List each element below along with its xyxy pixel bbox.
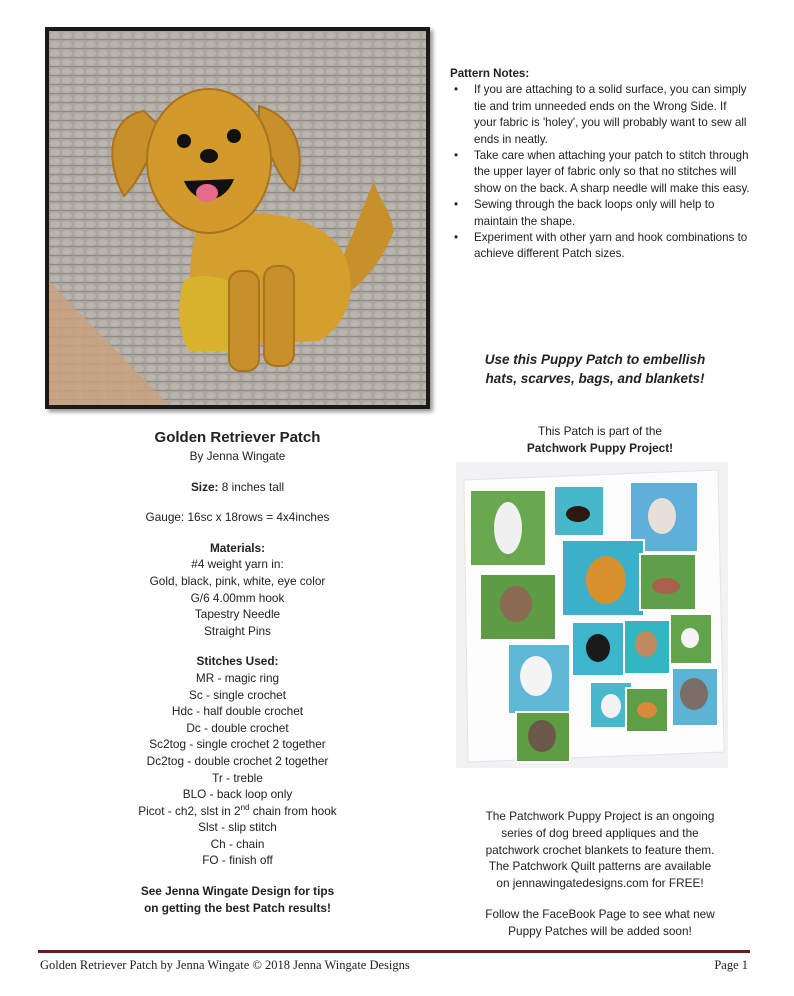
page-footer — [40, 958, 748, 973]
pattern-notes-list — [450, 82, 750, 262]
picot-part-a: Picot - ch2, slst in 2 — [138, 803, 241, 818]
stitch-item: Ch - chain — [210, 836, 265, 851]
project-intro — [450, 423, 750, 456]
project-desc-line: patchwork crochet blankets to feature them. — [485, 842, 715, 857]
stitch-item: FO - finish off — [202, 853, 273, 868]
size-label: Size: — [190, 479, 219, 494]
follow-line-1: Follow the FaceBook Page to see what new — [485, 907, 715, 921]
project-description — [450, 808, 750, 892]
quilt-illustration — [456, 462, 728, 768]
follow-text — [450, 906, 750, 940]
note-item: • Experiment with other yarn and hook combinations to achieve different Patch sizes. — [474, 230, 750, 263]
stitch-item: Tr - treble — [212, 770, 263, 785]
picot-part-b: chain from hook — [249, 803, 337, 818]
stitch-item: Slst - slip stitch — [198, 820, 277, 835]
gauge-line: Gauge: 16sc x 18rows = 4x4inches — [145, 510, 330, 525]
project-desc-line: series of dog breed appliques and the — [501, 825, 699, 840]
tips-line-2: on getting the best Patch results! — [144, 900, 331, 915]
tips-line-1: See Jenna Wingate Design for tips — [140, 884, 335, 899]
materials-heading: Materials: — [209, 540, 266, 555]
stitch-item: Hdc - half double crochet — [171, 704, 304, 719]
material-item: Tapestry Needle — [194, 607, 281, 622]
project-desc-line: The Patchwork Puppy Project is an ongoing — [485, 809, 715, 823]
footer-copyright: Golden Retriever Patch by Jenna Wingate © 2018 Jenna Wingate Designs — [40, 958, 410, 972]
note-item: • Take care when attaching your patch to stitch through the upper layer of fabric only so that no stitches will show on the back. A sharp needle will make this easy. — [474, 148, 750, 197]
golden-retriever-illustration — [49, 31, 426, 405]
picot-superscript: nd — [240, 802, 250, 812]
project-desc-line: The Patchwork Quilt patterns are available — [488, 859, 712, 874]
note-item: • Sewing through the back loops only will help to maintain the shape. — [474, 197, 750, 230]
pattern-byline: By Jenna Wingate — [189, 449, 286, 463]
quilt-photo — [456, 462, 728, 768]
material-item: #4 weight yarn in: — [191, 557, 284, 572]
promo-line-2: hats, scarves, bags, and blankets! — [485, 371, 705, 386]
footer-divider — [38, 950, 750, 953]
stitch-item: Dc - double crochet — [186, 720, 289, 735]
material-item: Straight Pins — [204, 623, 271, 638]
pattern-title: Golden Retriever Patch — [154, 429, 321, 446]
material-item: G/6 4.00mm hook — [190, 590, 285, 605]
stitch-item: Sc - single crochet — [188, 687, 287, 702]
project-intro-line-1: This Patch is part of the — [538, 424, 662, 438]
stitch-item: MR - magic ring — [195, 670, 280, 685]
promo-text — [440, 350, 750, 388]
follow-line-2: Puppy Patches will be added soon! — [508, 923, 692, 938]
stitch-item: Sc2tog - single crochet 2 together — [149, 737, 326, 752]
page-number: Page 1 — [714, 958, 748, 972]
stitch-item: Dc2tog - double crochet 2 together — [146, 753, 329, 768]
pattern-details — [60, 428, 415, 916]
size-value: 8 inches tall — [218, 479, 285, 494]
promo-line-1: Use this Puppy Patch to embellish — [484, 352, 706, 367]
stitches-heading: Stitches Used: — [196, 654, 279, 669]
stitch-item-picot — [60, 803, 415, 820]
project-desc-line: on jennawingatedesigns.com for FREE! — [496, 876, 704, 891]
material-item: Gold, black, pink, white, eye color — [149, 573, 326, 588]
golden-retriever-photo — [45, 27, 430, 409]
pattern-notes-heading: Pattern Notes: — [450, 67, 530, 80]
size-line — [60, 479, 415, 496]
note-item: • If you are attaching to a solid surface, you can simply tie and trim unneeded ends on the Wrong Side. If your fabric is 'holey', you will probably want to sew all ends in neatly. — [474, 82, 750, 148]
stitch-item: BLO - back loop only — [182, 787, 293, 802]
pattern-notes — [450, 66, 750, 263]
project-intro-line-2: Patchwork Puppy Project! — [526, 440, 674, 455]
